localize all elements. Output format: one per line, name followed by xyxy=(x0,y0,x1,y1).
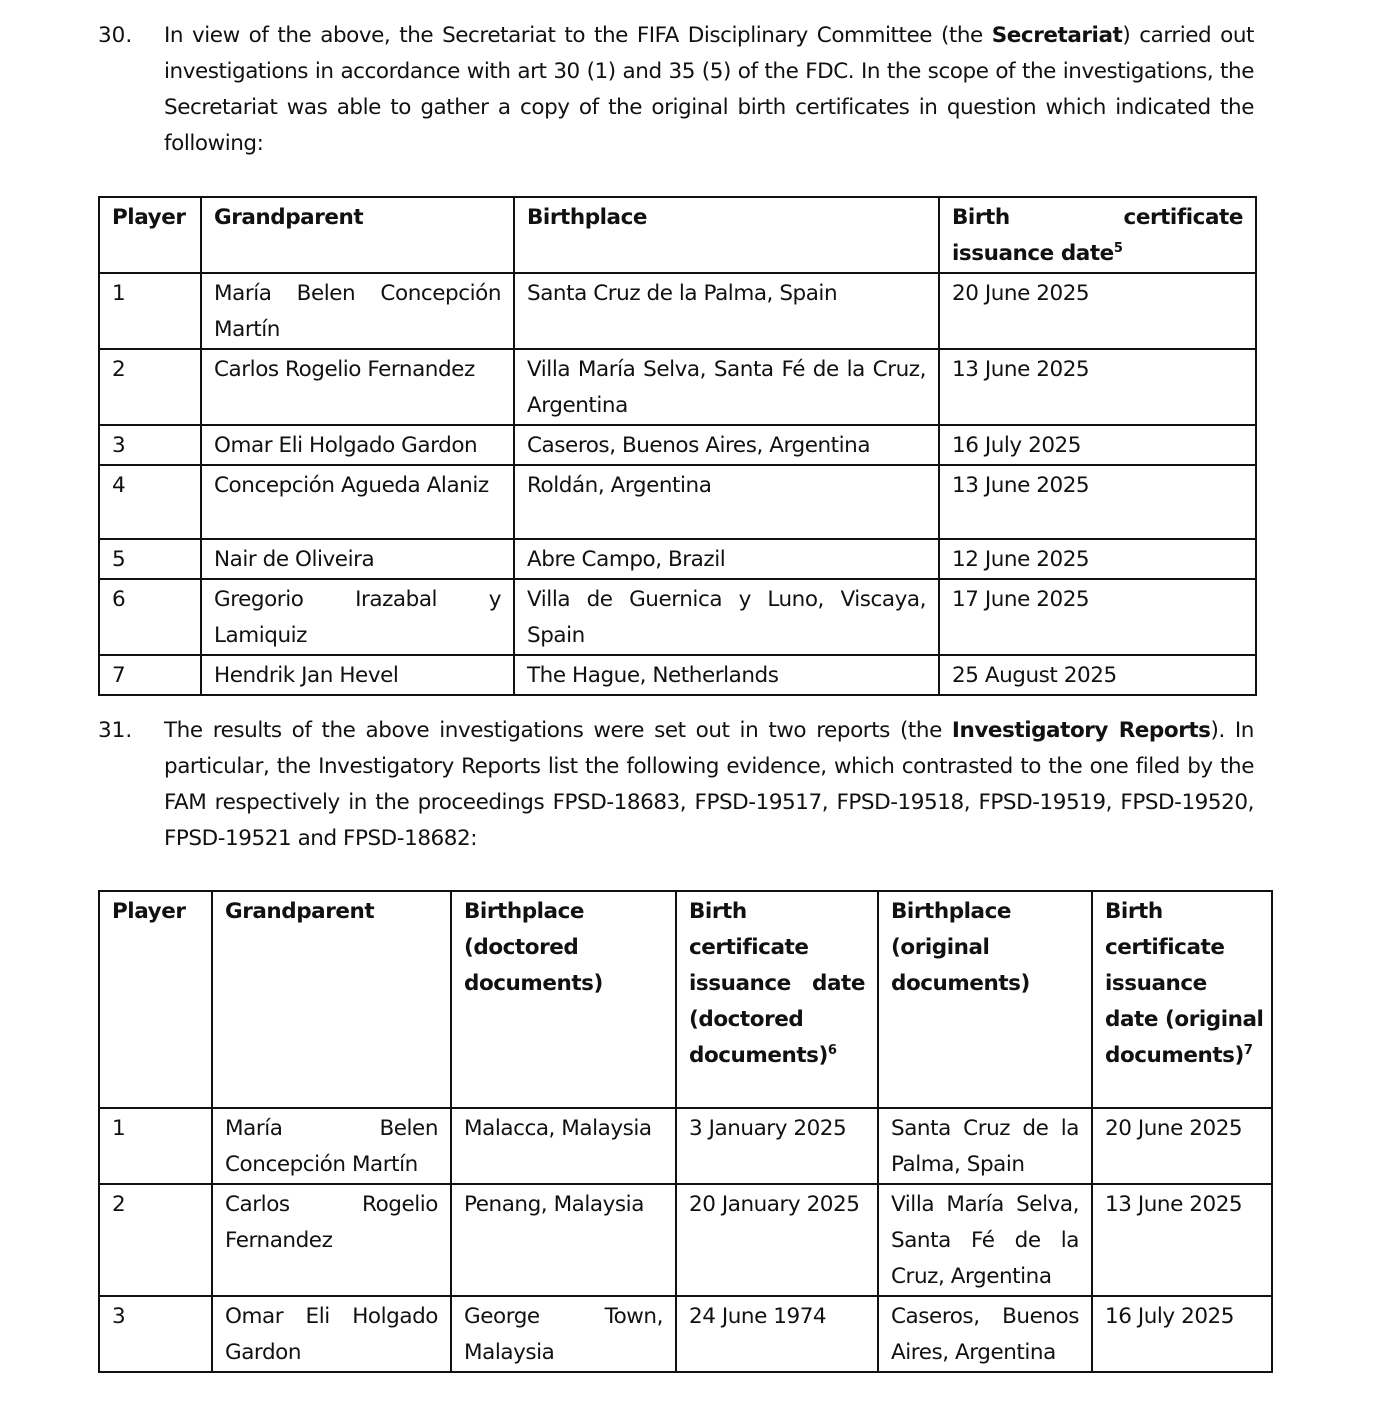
cell-issuance-date: 20 June 2025 xyxy=(939,273,1256,349)
cell-birthplace: The Hague, Netherlands xyxy=(514,655,939,695)
header-issuance-date-doctored: Birth certificate issuance date (doctored documents)$^6$ xyxy=(676,891,878,1108)
cell-birthplace: Caseros, Buenos Aires, Argentina xyxy=(514,425,939,465)
table-row xyxy=(99,465,1256,539)
cell-birthplace-original: Villa María Selva, Santa Fé de la Cruz, Argentina xyxy=(878,1184,1092,1296)
cell-issuance-date-original: 20 June 2025 xyxy=(1092,1108,1272,1184)
table-row xyxy=(99,539,1256,579)
paragraph-text: In view of the above, the Secretariat to the FIFA Disciplinary Committee (the Secretariat) carried out investigations in accordance with art 30 (1) and 35 (5) of the FDC. In the scope of the investigations, the Secretariat was able to gather a copy of the original birth certificates in question which indicated the following: xyxy=(164,23,1254,156)
header-player: Player xyxy=(99,197,201,273)
table-row xyxy=(99,1296,1272,1372)
footnote-ref: 5 xyxy=(1113,241,1123,256)
cell-birthplace: Villa de Guernica y Luno, Viscaya, Spain xyxy=(514,579,939,655)
cell-grandparent: Nair de Oliveira xyxy=(201,539,514,579)
cell-birthplace: Roldán, Argentina xyxy=(514,465,939,539)
table-row xyxy=(99,425,1256,465)
defined-term: Secretariat xyxy=(991,23,1123,48)
header-issuance-date-original: Birth certificate issuance date (original documents)$^7$ xyxy=(1092,891,1272,1108)
paragraph-number: 30. xyxy=(98,23,133,48)
cell-issuance-date: 13 June 2025 xyxy=(939,349,1256,425)
cell-player: 2 xyxy=(99,349,201,425)
cell-player: 3 xyxy=(99,1296,212,1372)
header-birthplace: Birthplace xyxy=(514,197,939,273)
cell-player: 7 xyxy=(99,655,201,695)
footnote-ref: 7 xyxy=(1243,1043,1253,1058)
table-row xyxy=(99,579,1256,655)
cell-player: 1 xyxy=(99,273,201,349)
cell-grandparent: Gregorio Irazabal y Lamiquiz xyxy=(201,579,514,655)
cell-grandparent: Carlos Rogelio Fernandez xyxy=(212,1184,451,1296)
paragraph-31 xyxy=(98,713,1254,857)
cell-birthplace: Santa Cruz de la Palma, Spain xyxy=(514,273,939,349)
cell-issuance-date-original: 13 June 2025 xyxy=(1092,1184,1272,1296)
header-grandparent: Grandparent xyxy=(212,891,451,1108)
cell-player: 6 xyxy=(99,579,201,655)
original-certificates-table xyxy=(98,196,1257,696)
table-row xyxy=(99,349,1256,425)
cell-grandparent: Omar Eli Holgado Gardon xyxy=(201,425,514,465)
table-header-row xyxy=(99,197,1256,273)
cell-grandparent: Concepción Agueda Alaniz xyxy=(201,465,514,539)
paragraph-text: The results of the above investigations were set out in two reports (the Investigatory Reports). In particular, the Investigatory Reports list the following evidence, which contrasted to the one filed by the FAM respectively in the proceedings FPSD-18683, FPSD-19517, FPSD-19518, FPSD-19519, FPSD-19520, FPSD-19521 and FPSD-18682: xyxy=(164,718,1254,851)
footnote-ref: 6 xyxy=(827,1043,837,1058)
cell-grandparent: Hendrik Jan Hevel xyxy=(201,655,514,695)
cell-issuance-date-original: 16 July 2025 xyxy=(1092,1296,1272,1372)
cell-player: 1 xyxy=(99,1108,212,1184)
table-header-row xyxy=(99,891,1272,1108)
defined-term: Investigatory Reports xyxy=(951,718,1211,743)
cell-issuance-date: 17 June 2025 xyxy=(939,579,1256,655)
cell-birthplace: Abre Campo, Brazil xyxy=(514,539,939,579)
table-row xyxy=(99,1184,1272,1296)
header-birthplace-doctored: Birthplace (doctored documents) xyxy=(451,891,676,1108)
table-row xyxy=(99,273,1256,349)
cell-issuance-date: 13 June 2025 xyxy=(939,465,1256,539)
cell-player: 3 xyxy=(99,425,201,465)
paragraph-number: 31. xyxy=(98,718,133,743)
cell-birthplace: Villa María Selva, Santa Fé de la Cruz, Argentina xyxy=(514,349,939,425)
cell-issuance-date: 25 August 2025 xyxy=(939,655,1256,695)
paragraph-30 xyxy=(98,18,1254,162)
header-issuance-date: Birth certificate issuance date$^5$ xyxy=(939,197,1256,273)
cell-grandparent: María Belen Concepción Martín xyxy=(201,273,514,349)
header-birthplace-original: Birthplace (original documents) xyxy=(878,891,1092,1108)
cell-birthplace-doctored: Malacca, Malaysia xyxy=(451,1108,676,1184)
doctored-vs-original-table xyxy=(98,890,1273,1373)
cell-issuance-date: 12 June 2025 xyxy=(939,539,1256,579)
cell-birthplace-original: Santa Cruz de la Palma, Spain xyxy=(878,1108,1092,1184)
cell-grandparent: Carlos Rogelio Fernandez xyxy=(201,349,514,425)
cell-issuance-date: 16 July 2025 xyxy=(939,425,1256,465)
cell-grandparent: Omar Eli Holgado Gardon xyxy=(212,1296,451,1372)
cell-player: 5 xyxy=(99,539,201,579)
cell-grandparent: María Belen Concepción Martín xyxy=(212,1108,451,1184)
cell-issuance-date-doctored: 3 January 2025 xyxy=(676,1108,878,1184)
cell-birthplace-doctored: George Town, Malaysia xyxy=(451,1296,676,1372)
header-grandparent: Grandparent xyxy=(201,197,514,273)
cell-birthplace-original: Caseros, Buenos Aires, Argentina xyxy=(878,1296,1092,1372)
table-row xyxy=(99,1108,1272,1184)
cell-birthplace-doctored: Penang, Malaysia xyxy=(451,1184,676,1296)
cell-issuance-date-doctored: 20 January 2025 xyxy=(676,1184,878,1296)
cell-issuance-date-doctored: 24 June 1974 xyxy=(676,1296,878,1372)
cell-player: 4 xyxy=(99,465,201,539)
cell-player: 2 xyxy=(99,1184,212,1296)
table-row xyxy=(99,655,1256,695)
header-player: Player xyxy=(99,891,212,1108)
